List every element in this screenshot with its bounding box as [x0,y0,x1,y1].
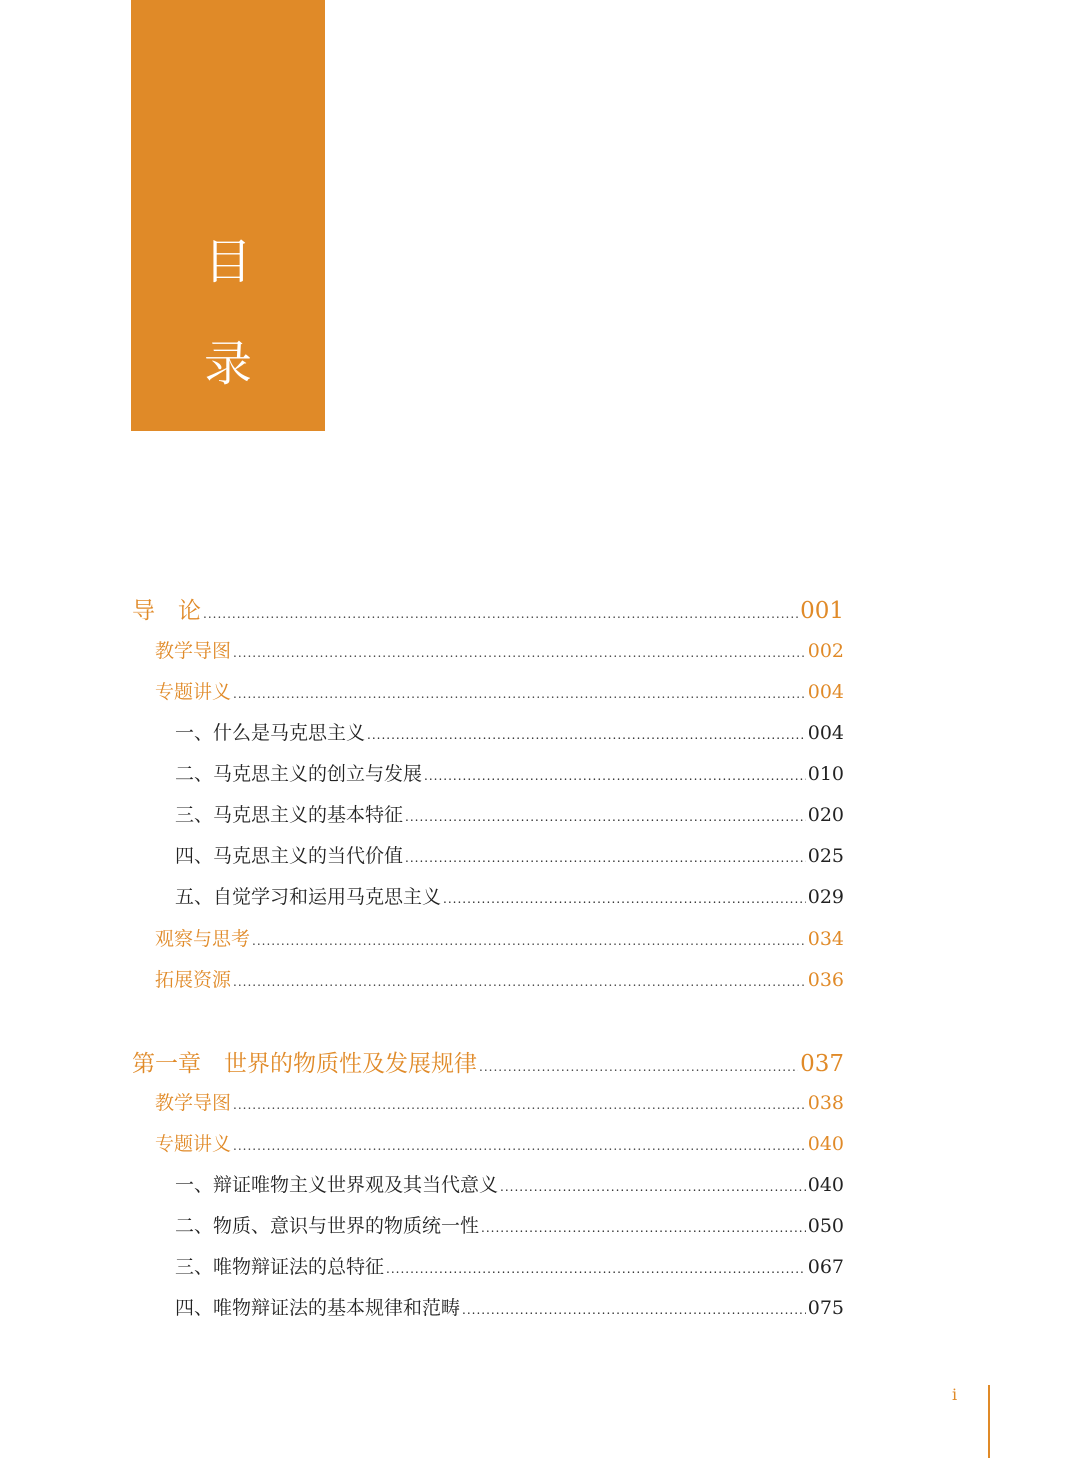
toc-entry-label: 二、物质、意识与世界的物质统一性 [175,1215,480,1237]
toc-entry-page: 075 [807,1297,844,1319]
toc-entry-label: 导 论 [132,598,201,624]
toc-entry-page: 025 [807,845,844,867]
toc-subsection[interactable] [0,1293,844,1320]
toc-subsection[interactable] [0,841,844,868]
toc-subsection[interactable] [0,882,844,909]
toc-section-resources[interactable] [0,965,844,992]
toc-entry-page: 040 [807,1133,844,1155]
toc-entry-page: 020 [807,804,844,826]
dot-leader [233,646,806,660]
toc-entry-page: 001 [800,598,844,624]
dot-leader [367,728,806,742]
toc-entry-label: 二、马克思主义的创立与发展 [175,763,423,785]
toc-section-lectures[interactable] [0,677,844,704]
toc-subsection[interactable] [0,1211,844,1238]
toc-entry-page: 036 [807,969,844,991]
dot-leader [424,769,806,783]
toc-entry-label: 一、辩证唯物主义世界观及其当代意义 [175,1174,499,1196]
dot-leader [386,1262,806,1276]
toc-subsection[interactable] [0,759,844,786]
toc-entry-label: 教学导图 [155,1092,232,1114]
toc-entry-page: 010 [807,763,844,785]
dot-leader [479,1060,798,1074]
dot-leader [481,1221,806,1235]
dot-leader [405,810,806,824]
toc-entry-page: 050 [807,1215,844,1237]
toc-entry-label: 教学导图 [155,640,232,662]
toc-entry-label: 专题讲义 [155,681,232,703]
toc-title-block [131,0,325,431]
toc-subsection[interactable] [0,800,844,827]
dot-leader [252,934,806,948]
toc-title-char-1: 目 [203,234,252,290]
toc-entry-label: 专题讲义 [155,1133,232,1155]
toc-entry-label: 三、马克思主义的基本特征 [175,804,404,826]
dot-leader [233,687,806,701]
toc-entry-page: 004 [807,681,844,703]
page-number: i [952,1385,958,1404]
toc-entry-page: 002 [807,640,844,662]
toc-subsection[interactable] [0,718,844,745]
dot-leader [233,975,806,989]
toc-entry-label: 四、马克思主义的当代价值 [175,845,404,867]
toc-entry-label: 第一章 世界的物质性及发展规律 [132,1051,477,1077]
toc-entry-page: 038 [807,1092,844,1114]
toc-title-char-2: 录 [203,336,252,392]
toc-entry-page: 034 [807,928,844,950]
dot-leader [233,1098,806,1112]
dot-leader [203,607,798,621]
toc-entry-label: 五、自觉学习和运用马克思主义 [175,886,442,908]
dot-leader [462,1303,806,1317]
dot-leader [233,1139,806,1153]
footer-rule [988,1385,990,1458]
toc-section-observation[interactable] [0,924,844,951]
toc-entry-label: 拓展资源 [155,969,232,991]
toc-entry-page: 029 [807,886,844,908]
toc-entry-page: 067 [807,1256,844,1278]
toc-entry-page: 040 [807,1174,844,1196]
toc-chapter-1[interactable] [0,1045,844,1078]
toc-chapter-intro[interactable] [0,592,844,625]
toc-section-lectures[interactable] [0,1129,844,1156]
toc-entry-label: 三、唯物辩证法的总特征 [175,1256,385,1278]
toc-section-teaching-map[interactable] [0,1088,844,1115]
toc-entry-label: 一、什么是马克思主义 [175,722,366,744]
toc-entry-page: 037 [800,1051,844,1077]
toc-entry-page: 004 [807,722,844,744]
dot-leader [405,851,806,865]
dot-leader [443,892,806,906]
toc-section-teaching-map[interactable] [0,636,844,663]
toc-subsection[interactable] [0,1170,844,1197]
toc-subsection[interactable] [0,1252,844,1279]
toc-entry-label: 四、唯物辩证法的基本规律和范畴 [175,1297,461,1319]
dot-leader [500,1180,806,1194]
toc-entry-label: 观察与思考 [155,928,251,950]
